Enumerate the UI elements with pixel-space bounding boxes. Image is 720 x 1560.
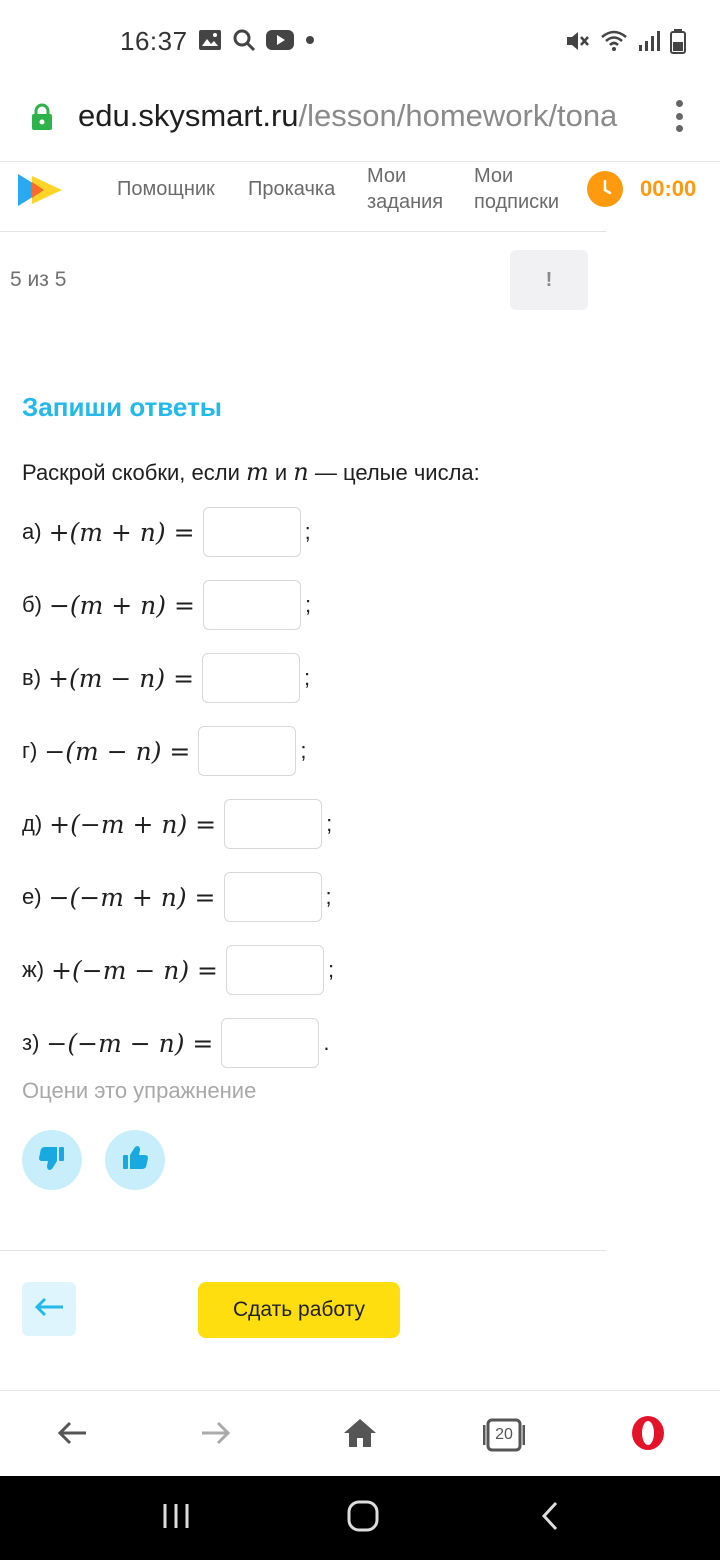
image-icon — [198, 29, 222, 56]
search-icon — [232, 28, 256, 57]
chevron-left-icon — [538, 1500, 562, 1537]
timer-icon — [587, 171, 623, 207]
arrow-left-icon — [56, 1419, 88, 1452]
exercise-end: ; — [304, 592, 312, 617]
answer-input-a[interactable] — [203, 507, 301, 557]
home-nav-button[interactable] — [343, 1498, 383, 1538]
exercise-row — [22, 799, 332, 849]
browser-forward-button[interactable] — [194, 1413, 238, 1457]
dislike-button[interactable] — [22, 1130, 82, 1190]
opera-menu-button[interactable] — [626, 1413, 670, 1457]
exercise-end: . — [323, 1030, 330, 1055]
android-nav-bar — [0, 1476, 720, 1560]
nav-boost[interactable]: Прокачка — [248, 178, 336, 200]
nav-my-subscriptions[interactable]: Мои подписки — [474, 165, 560, 213]
report-button[interactable]: ! — [510, 250, 588, 310]
wifi-icon — [600, 29, 628, 58]
url-bar[interactable] — [0, 84, 720, 162]
signal-icon — [638, 29, 660, 58]
exercise-label: г) — [22, 738, 38, 763]
exercise-row — [22, 945, 334, 995]
arrow-left-icon — [33, 1296, 65, 1323]
nav-helper[interactable]: Помощник — [117, 178, 215, 200]
nav-my-tasks[interactable]: Мои задания — [367, 165, 444, 213]
rating-prompt: Оцени это упражнение — [22, 1078, 257, 1103]
status-bar — [0, 0, 720, 84]
task-intro-end: — целые числа: — [308, 460, 480, 485]
exercise-row — [22, 653, 310, 703]
exercise-end: ; — [328, 957, 335, 982]
like-button[interactable] — [105, 1130, 165, 1190]
url-path: /lesson/homework/tona — [298, 98, 618, 133]
tabs-icon — [483, 1417, 525, 1453]
tabs-count: 20 — [495, 1426, 513, 1443]
youtube-icon — [266, 29, 294, 56]
back-nav-button[interactable] — [530, 1498, 570, 1538]
exercise-expression: −(−m − n) = — [46, 1028, 214, 1058]
browser-toolbar — [0, 1390, 720, 1476]
task-and: и — [268, 460, 294, 485]
answer-input-d[interactable] — [224, 799, 322, 849]
status-time: 16:37 — [120, 26, 188, 56]
answer-input-g[interactable] — [198, 726, 296, 776]
thumbs-down-icon — [37, 1143, 67, 1178]
exercise-expression: +(m − n) = — [48, 663, 195, 693]
exercise-label: в) — [22, 665, 42, 690]
exercise-end: ; — [326, 811, 333, 836]
exercise-row — [22, 580, 311, 630]
exercise-label: ж) — [22, 957, 45, 982]
exercise-end: ; — [304, 665, 311, 690]
task-intro: Раскрой скобки, если — [22, 460, 246, 485]
battery-icon — [670, 28, 686, 59]
exercise-expression: −(m − n) = — [44, 736, 191, 766]
recent-apps-button[interactable] — [156, 1498, 196, 1538]
answer-input-z[interactable] — [221, 1018, 319, 1068]
arrow-right-icon — [200, 1419, 232, 1452]
exercise-row — [22, 872, 332, 922]
exercise-label: з) — [22, 1030, 40, 1055]
url-text[interactable] — [78, 96, 642, 136]
exercise-expression: +(−m + n) = — [49, 809, 217, 839]
home-icon — [342, 1417, 378, 1454]
dot-icon — [304, 29, 316, 56]
exercise-label: б) — [22, 592, 42, 617]
menu-kebab-icon[interactable] — [674, 100, 684, 132]
var-m: m — [246, 458, 269, 486]
answer-input-b[interactable] — [203, 580, 301, 630]
exercise-expression: −(−m + n) = — [48, 882, 216, 912]
exercise-end: ; — [325, 884, 332, 909]
answer-input-zh[interactable] — [226, 945, 324, 995]
exercise-label: а) — [22, 519, 42, 544]
progress-counter: 5 из 5 — [10, 268, 67, 291]
home-circle-icon — [346, 1499, 380, 1538]
var-n: n — [293, 458, 309, 486]
answer-input-e[interactable] — [224, 872, 322, 922]
exercise-end: ; — [300, 738, 307, 763]
back-button[interactable] — [22, 1282, 76, 1336]
exercise-row — [22, 1018, 330, 1068]
skysmart-logo[interactable] — [14, 170, 68, 215]
exercise-expression: +(−m − n) = — [51, 955, 218, 985]
mute-icon — [564, 29, 590, 58]
answer-input-v[interactable] — [202, 653, 300, 703]
exercise-expression: +(m + n) = — [48, 517, 195, 547]
exercise-row — [22, 726, 306, 776]
browser-back-button[interactable] — [50, 1413, 94, 1457]
task-title: Запиши ответы — [22, 392, 222, 422]
exercise-label: е) — [22, 884, 42, 909]
opera-logo-icon — [630, 1415, 666, 1456]
task-instruction — [22, 458, 480, 486]
divider — [0, 1250, 606, 1251]
url-host: edu.skysmart.ru — [78, 98, 299, 133]
timer-value: 00:00 — [640, 176, 697, 201]
submit-button[interactable]: Сдать работу — [198, 1282, 400, 1338]
thumbs-up-icon — [120, 1143, 150, 1178]
recent-apps-icon — [161, 1501, 191, 1536]
lock-icon[interactable] — [30, 102, 54, 137]
exercise-end: ; — [304, 519, 311, 544]
exercise-label: д) — [22, 811, 43, 836]
browser-tabs-button[interactable] — [482, 1413, 526, 1457]
exercise-expression: −(m + n) = — [48, 590, 195, 620]
browser-home-button[interactable] — [338, 1413, 382, 1457]
exercise-row — [22, 507, 311, 557]
